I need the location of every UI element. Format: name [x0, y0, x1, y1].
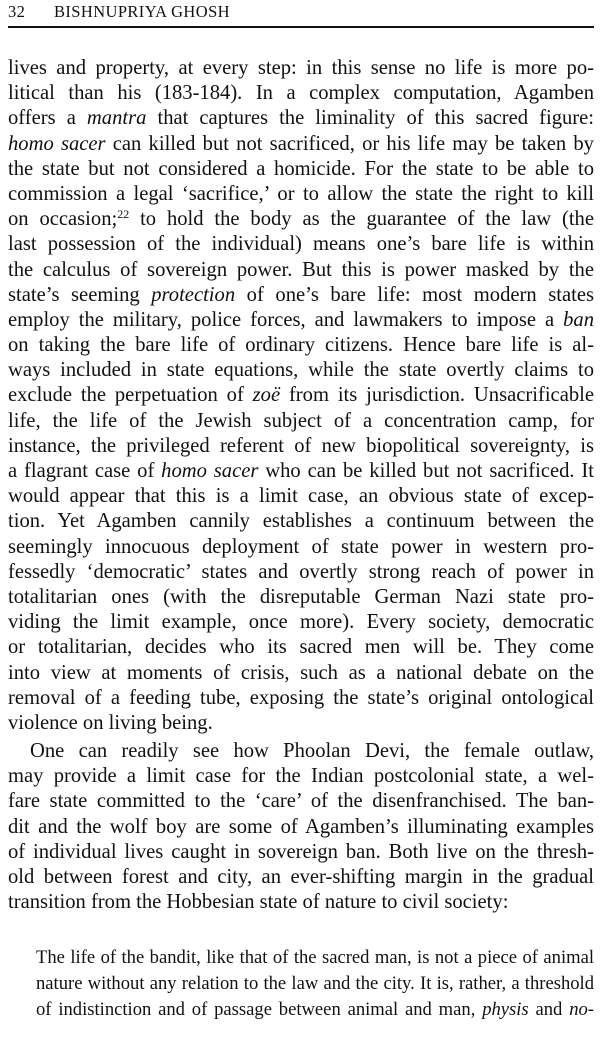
- text-line: [8, 434, 594, 459]
- text-run: zoë: [252, 384, 281, 407]
- text-run: lives and property, at every step: in this sense no life is more po-: [8, 57, 594, 79]
- text-line: [8, 585, 594, 610]
- text-line: [8, 610, 594, 635]
- text-line: [8, 739, 594, 764]
- text-line: [8, 815, 594, 840]
- text-run: totalitarian ones (with the disreputable German Nazi state pro-: [8, 585, 594, 608]
- text-run: a flagrant case of: [8, 460, 162, 482]
- text-line: [8, 258, 594, 283]
- text-line: [36, 971, 594, 997]
- text-run: tion. Yet Agamben cannily establishes a continuum between the: [8, 510, 594, 533]
- text-run: to hold the body as the guarantee of the law (the: [129, 208, 594, 231]
- text-run: homo sacer: [161, 460, 259, 482]
- text-line: [8, 81, 594, 106]
- text-line: [8, 333, 594, 358]
- text-line: [36, 945, 594, 971]
- text-run: into view at moments of crisis, such as a national debate on the: [8, 661, 594, 684]
- text-line: [8, 358, 594, 383]
- text-run: One can readily see how Phoolan Devi, the female outlaw,: [30, 740, 594, 763]
- text-run: state’s seeming: [8, 283, 152, 306]
- text-run: commission a legal ‘sacrifice,’ or to allow the state the right to kill: [8, 182, 594, 205]
- text-line: [8, 409, 594, 434]
- text-line: [8, 56, 594, 81]
- page-number: 32: [8, 2, 26, 21]
- text-line: [36, 997, 594, 1023]
- text-line: [8, 789, 594, 814]
- text-line: [8, 764, 594, 789]
- text-run: nature without any relation to the law and the city. It is, rather, a threshold: [36, 973, 594, 994]
- text-line: [8, 840, 594, 865]
- running-head-author: BISHNUPRIYA GHOSH: [54, 2, 230, 21]
- text-run: viding the limit example, once more). Every society, democratic: [8, 611, 594, 634]
- text-line: [8, 484, 594, 509]
- paragraph-1: [8, 56, 594, 736]
- text-run: life, the life of the Jewish subject of a concentration camp, for: [8, 409, 594, 432]
- text-run: of individual lives caught in sovereign ban. Both live on the thresh-: [8, 840, 594, 863]
- text-run: mantra: [86, 107, 147, 130]
- text-line: [8, 661, 594, 686]
- header-rule: [8, 26, 594, 28]
- text-run: can killed but not sacrificed, or his life may be taken by: [105, 132, 594, 155]
- text-run: employ the military, police forces, and lawmakers to impose a: [8, 308, 564, 331]
- text-run: or totalitarian, decides who its sacred men will be. They come: [8, 636, 594, 659]
- text-run: and: [528, 999, 570, 1020]
- text-line: [8, 157, 594, 182]
- text-run: no-: [569, 999, 594, 1020]
- main-text: [8, 56, 594, 915]
- text-line: [8, 106, 594, 131]
- text-run: exclude the perpetuation of: [8, 384, 253, 407]
- block-quote: [36, 945, 594, 1023]
- text-run: may provide a limit case for the Indian postcolonial state, a wel-: [8, 765, 594, 788]
- text-run: protection: [151, 283, 236, 306]
- text-run: seemingly innocuous deployment of state power in western pro-: [8, 535, 594, 558]
- text-line: [8, 635, 594, 660]
- text-line: [8, 207, 594, 232]
- text-run: physis: [482, 999, 529, 1020]
- text-run: fessedly ‘democratic’ states and overtly strong reach of power in: [8, 560, 594, 583]
- text-run: last possession of the individual) means one’s bare life is within: [8, 233, 594, 256]
- text-run: that captures the liminality of this sacred figure:: [146, 107, 595, 130]
- text-run: on occasion;: [8, 208, 118, 231]
- text-run: dit and the wolf boy are some of Agamben’s illuminating examples: [8, 815, 594, 838]
- text-line: [8, 459, 594, 484]
- text-run: litical than his (183-184). In a complex computation, Agamben: [8, 82, 594, 105]
- text-run: ban: [563, 308, 594, 331]
- text-line: [8, 560, 594, 585]
- text-run: instance, the privileged referent of new biopolitical sovereignty, is: [8, 434, 594, 457]
- paragraph-2: [8, 739, 594, 915]
- running-header: [8, 0, 594, 36]
- text-run: would appear that this is a limit case, an obvious state of excep-: [8, 485, 594, 508]
- text-line: [8, 865, 594, 890]
- text-run: who can be killed but not sacrificed. It: [258, 460, 594, 482]
- text-run: of one’s bare life: most modern states: [235, 283, 594, 306]
- footnote-ref: 22: [117, 207, 130, 222]
- text-line: [8, 232, 594, 257]
- text-line: [8, 535, 594, 560]
- text-run: fare state committed to the ‘care’ of the disenfranchised. The ban-: [8, 790, 594, 813]
- text-line: [8, 890, 594, 915]
- text-line: [8, 132, 594, 157]
- text-run: ways included in state equations, while the state overtly claims to: [8, 359, 594, 382]
- text-run: transition from the Hobbesian state of nature to civil society:: [8, 891, 509, 914]
- text-line: [8, 383, 594, 408]
- text-line: [8, 711, 594, 736]
- text-run: the state but not considered a homicide. For the state to be able to: [8, 157, 594, 180]
- text-run: of indistinction and of passage between animal and man,: [36, 999, 483, 1020]
- text-run: the calculus of sovereign power. But this is power masked by the: [8, 258, 594, 281]
- text-line: [8, 686, 594, 711]
- text-run: from its jurisdiction. Unsacrificable: [280, 384, 594, 407]
- text-run: The life of the bandit, like that of the sacred man, is not a piece of animal: [36, 947, 594, 968]
- text-run: on taking the bare life of ordinary citizens. Hence bare life is al-: [8, 334, 594, 357]
- text-line: [8, 182, 594, 207]
- text-run: offers a: [8, 107, 87, 130]
- text-run: homo sacer: [8, 132, 106, 155]
- text-run: old between forest and city, an ever-shifting margin in the gradual: [8, 866, 594, 888]
- text-line: [8, 283, 594, 308]
- text-line: [8, 308, 594, 333]
- text-run: violence on living being.: [8, 711, 213, 734]
- text-run: removal of a feeding tube, exposing the state’s original ontological: [8, 686, 594, 709]
- text-line: [8, 509, 594, 534]
